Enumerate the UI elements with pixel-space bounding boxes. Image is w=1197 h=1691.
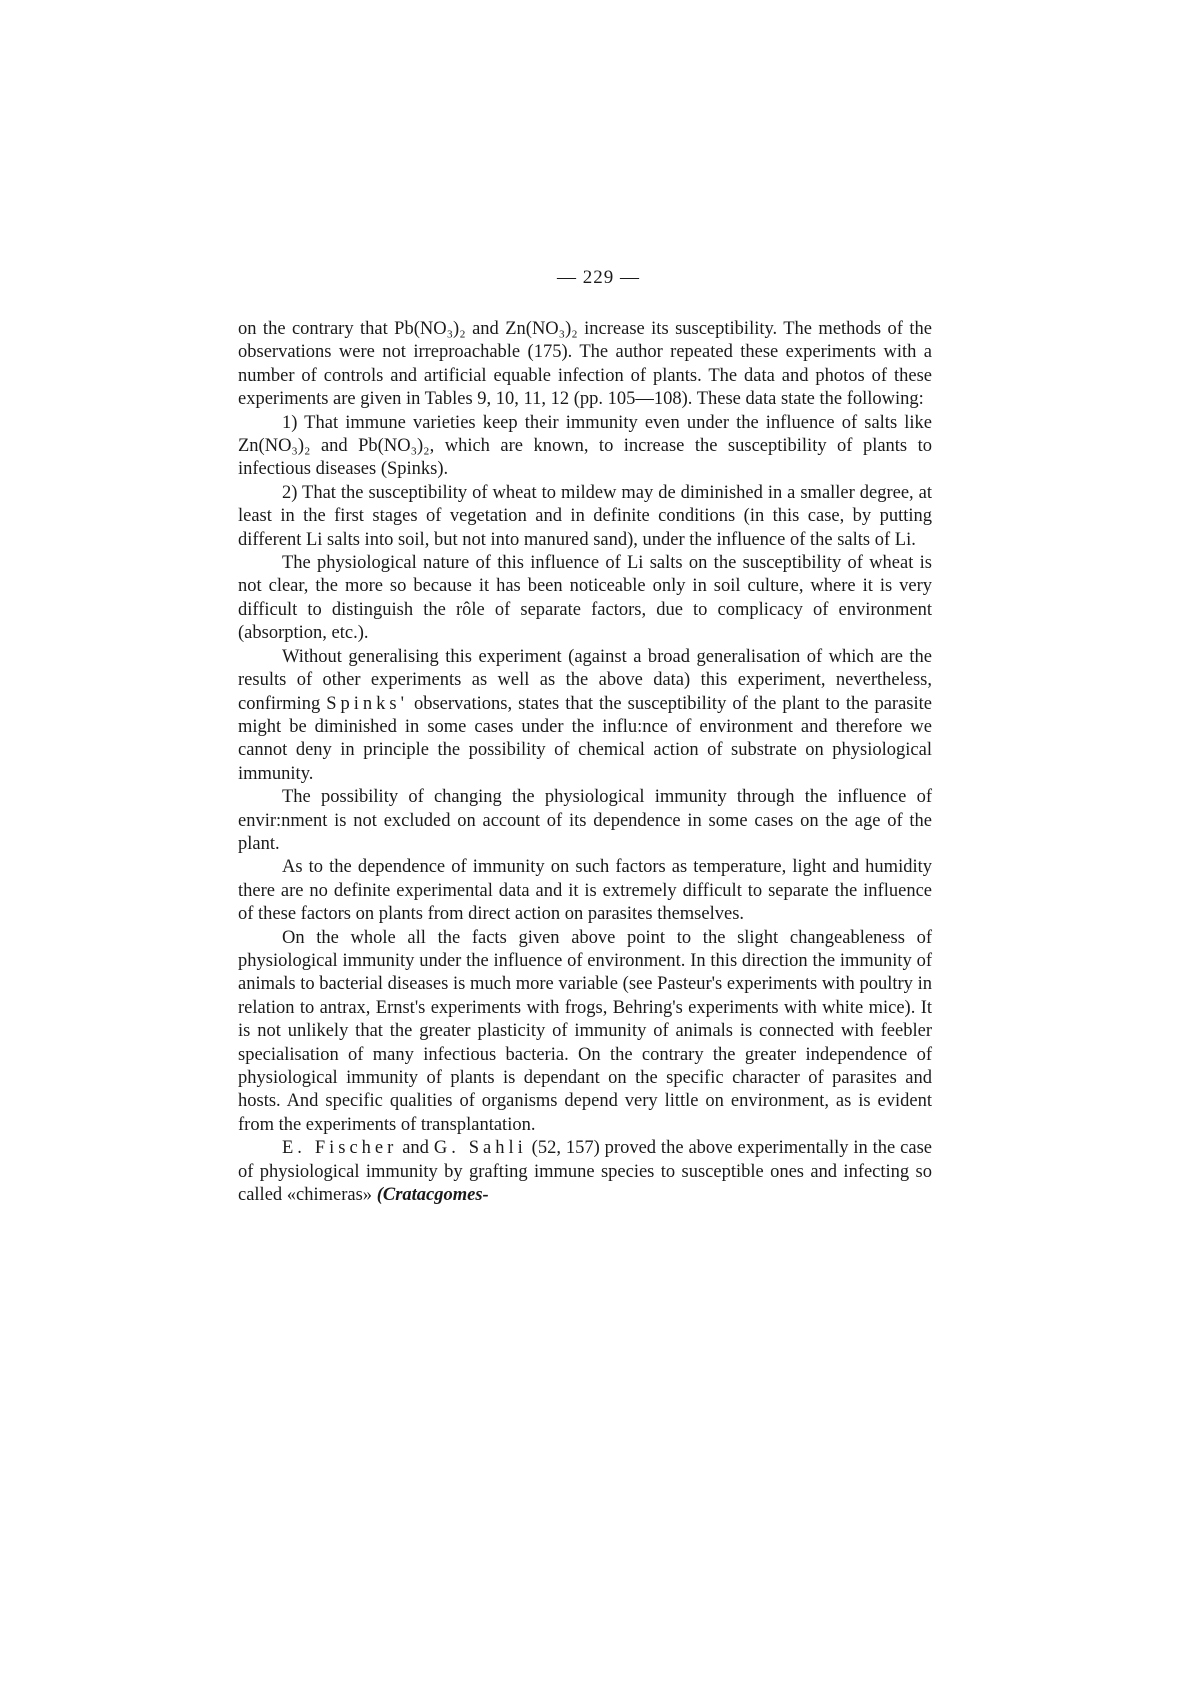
species-name: (Cratacgomes- — [376, 1185, 489, 1206]
author-name-spinks: Spinks' — [326, 693, 408, 714]
paragraph-point-2: 2) That the susceptibility of wheat to mildew may de diminished in a smaller degree, at least in the first stages of vegetation and in definite conditions (in this case, by putting different Li salts into soil, but not into manured sand), under the influence of the salts of Li. — [238, 482, 932, 550]
paragraph-whole: On the whole all the facts given above point to the slight changeableness of physiological immunity under the influence of environment. In this direction the immunity of animals to bacterial diseases is much more variable (see Pasteur's experiments with poultry in relation to antrax, Ernst's experiments with frogs, Behring's experiments with white mice). It is not unlikely that the greater plasticity of immunity of animals is connected with feebler specialisation of many infectious bacteria. On the contrary the greater independence of physiological immunity of plants is dependant on the specific character of parasites and hosts. And specific qualities of organisms depend very little on environment, as is evident from the experiments of transplantation. — [238, 927, 932, 1135]
author-name-sahli: G. Sahli — [433, 1138, 527, 1159]
text-segment: (52, 157) proved the above experimentally in the case of physiological immunity by grafting immune species to susceptible ones and infecting so called «chimeras» — [238, 1138, 933, 1206]
author-name-fischer: E. Fischer — [282, 1138, 398, 1159]
body-text — [238, 318, 932, 1207]
paragraph-continuation: on the contrary that Pb(NO₃)₂ and Zn(NO₃)₂ increase its susceptibility. The methods of the observations were not irreproachable (175). The author repeated these experiments with a number of controls and artificial equable infection of plants. The data and photos of these experiments are given in Tables 9, 10, 11, 12 (pp. 105—108). These data state the following: — [238, 319, 932, 410]
paragraph-li-salts: The physiological nature of this influence of Li salts on the susceptibility of wheat is not clear, the more so because it has been noticeable only in soil culture, where it is very difficult to distinguish the rôle of separate factors, due to complicacy of environment (absorption, etc.). — [238, 553, 932, 644]
paragraph-point-1: 1) That immune varieties keep their immunity even under the influence of salts like Zn(NO₃)₂ and Pb(NO₃)₂, which are known, to increase the susceptibility of plants to infectious diseases (Spinks). — [238, 412, 932, 480]
text-segment: and — [397, 1138, 434, 1159]
text-segment: observations, states that the susceptibility of the plant to the parasite might be diminished in some cases under the influ:nce of environment and therefore we cannot deny in principle the possibility of chemical action of substrate on physiological immunity. — [238, 693, 932, 784]
paragraph-fischer-sahli — [238, 1137, 932, 1207]
paragraph-possibility: The possibility of changing the physiological immunity through the influence of envir:nment is not excluded on account of its dependence in some cases on the age of the plant. — [238, 787, 932, 854]
paragraph-dependence: As to the dependence of immunity on such factors as temperature, light and humidity there are no definite experimental data and it is extremely difficult to separate the influence of these factors on plants from direct action on parasites themselves. — [238, 857, 932, 925]
text-segment: Without generalising this experiment (against a broad generalisation of which are the results of other experiments as well as the above data) this experiment, nevertheless, confirming — [238, 646, 932, 714]
paragraph-generalising — [238, 646, 932, 786]
page-number: — 229 — — [557, 267, 640, 288]
